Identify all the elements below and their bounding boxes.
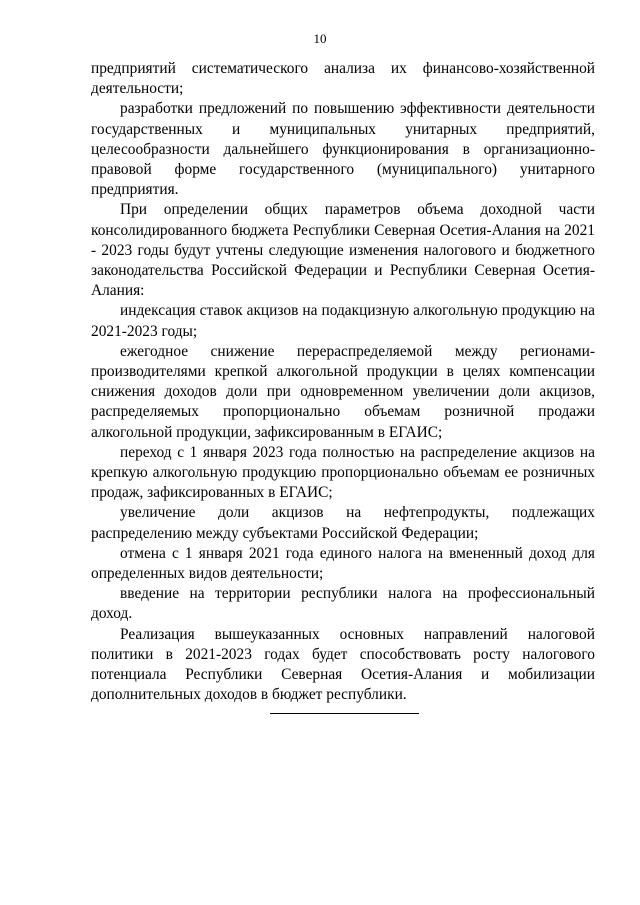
paragraph: переход с 1 января 2023 года полностью на распределение акцизов на крепкую алкогольную продукцию пропорционально объемам ее розничных продаж, зафиксированных в ЕГАИС; (91, 443, 595, 502)
paragraph: разработки предложений по повышению эффективности деятельности государственных и муниципальных унитарных предприятий, целесообразности дальнейшего функционирования в организационно-правовой форме государственного (муниципального) унитарного предприятия. (91, 100, 595, 199)
paragraph: увеличение доли акцизов на нефтепродукты, подлежащих распределению между субъектами Российской Федерации; (91, 504, 595, 542)
paragraph: отмена с 1 января 2021 года единого налога на вмененный доход для определенных видов деятельности; (91, 544, 595, 583)
closing-divider-line (270, 713, 419, 714)
paragraph: введение на территории республики налога на профессиональный доход. (91, 585, 595, 623)
document-body (91, 59, 595, 706)
paragraph: Реализация вышеуказанных основных направлений налоговой политики в 2021-2023 годах будет способствовать росту налогового потенциала Республики Северная Осетия-Алания и мобилизации дополнительных доходов в бюджет республики. (91, 625, 595, 704)
paragraph: При определении общих параметров объема доходной части консолидированного бюджета Республики Северная Осетия-Алания на 2021 - 2023 годы будут учтены следующие изменения налогового и бюджетного законодательства Российской Федерации и Республики Северная Осетия-Алания: (91, 201, 595, 300)
paragraph: индексация ставок акцизов на подакцизную алкогольную продукцию на 2021-2023 годы; (91, 302, 595, 340)
page-number: 10 (313, 31, 327, 46)
paragraph: ежегодное снижение перераспределяемой между регионами-производителями крепкой алкогольной продукции в целях компенсации снижения доходов доли при одновременном увеличении доли акцизов, распределяемых пропорционально объемам розничной продажи алкогольной продукции, зафиксированным в ЕГАИС; (91, 342, 595, 441)
paragraph: предприятий систематического анализа их финансово-хозяйственной деятельности; (91, 60, 595, 98)
